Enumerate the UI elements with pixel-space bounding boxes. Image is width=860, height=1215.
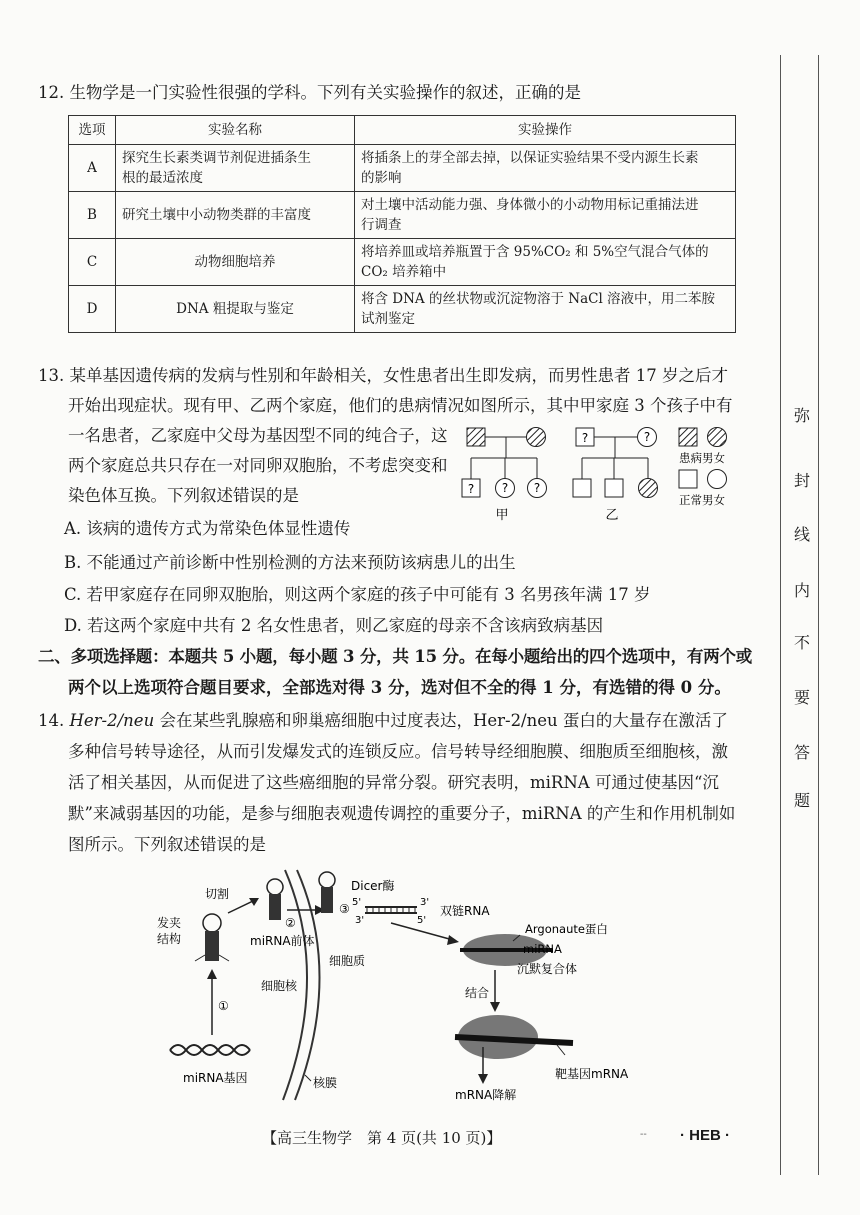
step-1-label: ①	[218, 999, 229, 1013]
q14-line1-text: 会在某些乳腺癌和卵巢癌细胞中过度表达，Her-2/neu 蛋白的大量存在激活了	[154, 711, 728, 730]
unknown-mark: ?	[467, 482, 475, 496]
double-strand-rna	[365, 907, 417, 913]
q14-line: 活了相关基因，从而促进了这些癌细胞的异常分裂。研究表明，miRNA 可通过使基因“沉	[68, 773, 719, 792]
bound-complex	[455, 1015, 573, 1059]
affected-male-symbol	[467, 428, 485, 446]
operation-line: 试剂鉴定	[361, 311, 415, 327]
affected-female-symbol	[527, 428, 546, 447]
q12-stem: 12. 生物学是一门实验性很强的学科。下列有关实验操作的叙述，正确的是	[38, 83, 581, 102]
seal-line-left	[780, 55, 781, 1175]
option-letter: C	[69, 239, 116, 286]
legend-affected-female	[708, 428, 727, 447]
table-header-row	[69, 116, 736, 145]
experiment-name: DNA 粗提取与鉴定	[116, 286, 355, 333]
option-letter: A	[69, 145, 116, 192]
experiment-operation	[355, 192, 736, 239]
table-header-cell: 实验名称	[116, 116, 355, 145]
q14-number: 14.	[38, 711, 70, 730]
table-header-cell: 实验操作	[355, 116, 736, 145]
mirna-mechanism-figure	[155, 865, 660, 1110]
unknown-mark: ?	[533, 481, 541, 495]
family-a-label: 甲	[495, 508, 509, 523]
table-row	[69, 145, 736, 192]
normal-male-symbol	[605, 479, 623, 497]
q14-line: 图所示。下列叙述错误的是	[68, 835, 266, 854]
q13-line: 两个家庭总共只存在一对同卵双胞胎，不考虑突变和	[68, 456, 448, 475]
table-header-cell: 选项	[69, 116, 116, 145]
unknown-mark: ?	[501, 481, 509, 495]
experiment-table	[68, 115, 736, 333]
affected-female-symbol	[639, 479, 658, 498]
seal-char: 内	[793, 581, 810, 600]
q13-line: 一名患者，乙家庭中父母为基因型不同的纯合子，这	[68, 426, 448, 445]
argonaute-label: Argonaute蛋白	[525, 922, 608, 936]
seal-char: 题	[793, 791, 810, 810]
end-label: 5'	[417, 915, 427, 926]
operation-line: 对土壤中活动能力强、身体微小的小动物用标记重捕法进	[361, 197, 699, 213]
family-b-label: 乙	[605, 508, 619, 523]
q13-option-d: D. 若这两个家庭中共有 2 名女性患者，则乙家庭的母亲不含该病致病基因	[64, 616, 604, 635]
q13-line: 13. 某单基因遗传病的发病与性别和年龄相关，女性患者出生即发病，而男性患者 17 岁之后才	[38, 366, 728, 385]
operation-line: CO₂ 培养箱中	[361, 264, 447, 280]
end-label: 5'	[352, 897, 362, 908]
mirna-label: miRNA	[523, 942, 562, 956]
option-letter: B	[69, 192, 116, 239]
cytoplasm-precursor	[319, 872, 335, 913]
operation-line: 将培养皿或培养瓶置于含 95%CO₂ 和 5%空气混合气体的	[361, 244, 709, 260]
normal-male-symbol	[573, 479, 591, 497]
end-label: 3'	[355, 915, 365, 926]
experiment-name-line: 根的最适浓度	[122, 170, 203, 186]
nuclear-envelope-label: 核膜	[313, 1076, 338, 1090]
operation-line: 将插条上的芽全部去掉，以保证实验结果不受内源生长素	[361, 150, 699, 166]
operation-line: 行调查	[361, 217, 402, 233]
unknown-mark: ?	[581, 431, 589, 445]
legend-affected-label: 患病男女	[679, 451, 725, 465]
dna-helix	[170, 1045, 250, 1055]
bind-label: 结合	[465, 986, 490, 1000]
table-row	[69, 239, 736, 286]
precursor-label: miRNA前体	[250, 934, 315, 948]
silencing-complex-label: 沉默复合体	[517, 962, 578, 976]
hairpin-structure	[195, 914, 229, 961]
footer-dash: --	[640, 1129, 647, 1140]
experiment-name: 动物细胞培养	[116, 239, 355, 286]
legend-normal-male	[679, 470, 697, 488]
seal-char: 弥	[793, 406, 810, 425]
experiment-name	[116, 145, 355, 192]
seal-char: 封	[793, 471, 810, 490]
nucleus-label: 细胞核	[261, 979, 298, 993]
target-mrna-label: 靶基因mRNA	[555, 1067, 629, 1081]
gene-name: Her-2/neu	[69, 711, 155, 730]
legend-affected-male	[679, 428, 697, 446]
section2-instructions: 两个以上选项符合题目要求，全部选对得 3 分，选对但不全的得 1 分，有选错的得 0 分。	[68, 678, 731, 697]
step-3-label: ③	[339, 902, 350, 916]
cytoplasm-label: 细胞质	[329, 954, 366, 968]
hairpin-label: 结构	[157, 932, 182, 946]
experiment-name: 研究土壤中小动物类群的丰富度	[116, 192, 355, 239]
mirna-gene-label: miRNA基因	[183, 1071, 248, 1085]
operation-line: 的影响	[361, 170, 402, 186]
page-footer: 【高三生物学 第 4 页(共 10 页)】	[262, 1129, 502, 1147]
unknown-mark: ?	[643, 430, 651, 444]
seal-char: 要	[793, 688, 810, 707]
table-row	[69, 286, 736, 333]
q13-line: 开始出现症状。现有甲、乙两个家庭，他们的患病情况如图所示，其中甲家庭 3 个孩子中有	[68, 396, 733, 415]
q13-option-a: A. 该病的遗传方式为常染色体显性遗传	[64, 519, 351, 538]
dicer-label: Dicer酶	[351, 879, 395, 893]
q14-line: 默”来减弱基因的功能，是参与细胞表观遗传调控的重要分子，miRNA 的产生和作用机制如	[68, 804, 736, 823]
legend-normal-female	[708, 470, 727, 489]
experiment-operation	[355, 145, 736, 192]
end-label: 3'	[420, 897, 430, 908]
seal-line-right	[818, 55, 819, 1175]
q14-line: 多种信号转导途径，从而引发爆发式的连锁反应。信号转导经细胞膜、细胞质至细胞核，激	[68, 742, 728, 761]
legend-normal-label: 正常男女	[679, 493, 725, 507]
operation-line: 将含 DNA 的丝状物或沉淀物溶于 NaCl 溶液中，用二苯胺	[361, 291, 716, 307]
seal-char: 不	[793, 633, 810, 652]
mirna-precursor	[267, 879, 283, 920]
cut-label: 切割	[205, 887, 230, 901]
experiment-operation	[355, 286, 736, 333]
seal-char: 答	[793, 743, 810, 762]
q13-line: 染色体互换。下列叙述错误的是	[68, 486, 299, 505]
option-letter: D	[69, 286, 116, 333]
q13-option-c: C. 若甲家庭存在同卵双胞胎，则这两个家庭的孩子中可能有 3 名男孩年满 17 岁	[64, 585, 651, 604]
family-a-pedigree	[462, 428, 547, 524]
step-2-label: ②	[285, 916, 296, 930]
section2-instructions: 二、多项选择题：本题共 5 小题，每小题 3 分，共 15 分。在每小题给出的四个选项中，有两个或	[38, 647, 753, 666]
dsrna-label: 双链RNA	[440, 904, 490, 918]
experiment-name-line: 探究生长素类调节剂促进插条生	[122, 150, 311, 166]
q14-line	[38, 710, 728, 732]
q13-option-b: B. 不能通过产前诊断中性别检测的方法来预防该病患儿的出生	[64, 553, 516, 572]
hairpin-label: 发夹	[157, 916, 182, 930]
pedigree-diagram	[455, 420, 745, 525]
pedigree-legend	[679, 428, 727, 508]
footer-code: · HEB ·	[680, 1127, 730, 1144]
experiment-operation	[355, 239, 736, 286]
family-b-pedigree	[573, 428, 658, 524]
mrna-degradation-label: mRNA降解	[455, 1088, 517, 1102]
seal-char: 线	[793, 525, 810, 544]
arrow-head	[207, 969, 217, 979]
table-row	[69, 192, 736, 239]
